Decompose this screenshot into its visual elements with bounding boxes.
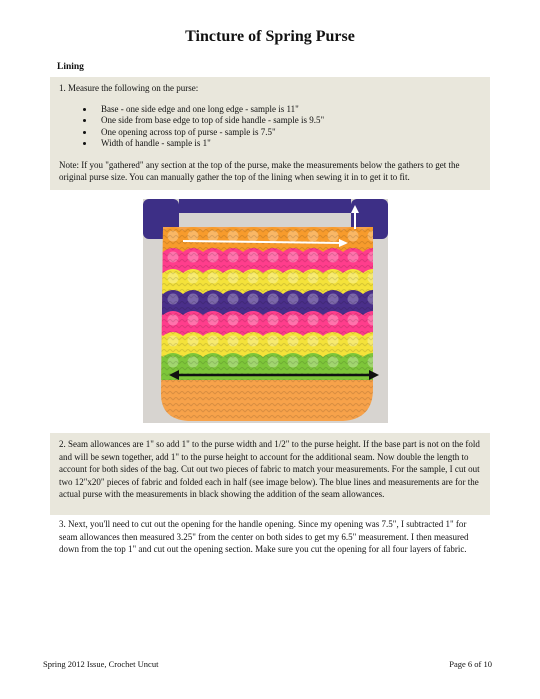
- step-1-box: [50, 77, 490, 190]
- step-2-text: 2. Seam allowances are 1" so add 1" to the purse width and 1/2" to the purse height. If the base part is not on the fold and will be sewn together, add 1" to the purse height to account for the additional seam. Now double the length to account for both sides of the bag. Cut out two pieces of fabric to match your measurements. For the sample, I cut out two 12"x20" pieces of fabric and folded each in half (see image below). The blue lines and measurements are for the actual purse with the measurements in black showing the addition of the seam allowances.: [59, 439, 480, 499]
- page-title: Tincture of Spring Purse: [185, 28, 355, 45]
- measurement-list: [59, 104, 481, 150]
- measurement-item: Width of handle - sample is 1": [81, 138, 481, 150]
- measurement-item: One side from base edge to top of side handle - sample is 9.5": [81, 115, 481, 127]
- purse-photo: [143, 199, 388, 423]
- step-2-box: [50, 433, 490, 515]
- footer-page-number: Page 6 of 10: [449, 659, 492, 669]
- measurement-item: Base - one side edge and one long edge - sample is 11": [81, 104, 481, 116]
- footer-issue: Spring 2012 Issue, Crochet Uncut: [43, 659, 159, 669]
- section-heading: Lining: [57, 62, 84, 72]
- step-1-note: Note: If you "gathered" any section at the top of the purse, make the measurements below the gathers to get the original purse size. You can manually gather the top of the lining when sewing it in to get it to fit.: [59, 159, 460, 182]
- step-1-intro: 1. Measure the following on the purse:: [59, 83, 199, 93]
- measurement-item: One opening across top of purse - sample is 7.5": [81, 127, 481, 139]
- purse-illustration: [143, 199, 388, 423]
- purse-body: [143, 199, 388, 423]
- step-3-text: 3. Next, you'll need to cut out the opening for the handle opening. Since my opening was 7.5", I subtracted 1" for seam allowances then measured 3.25" from the center on both sides to get my 6.5" measurement. I then measured down from the top 1" and cut out the opening section. Make sure you cut the opening for all four layers of fabric.: [59, 519, 469, 554]
